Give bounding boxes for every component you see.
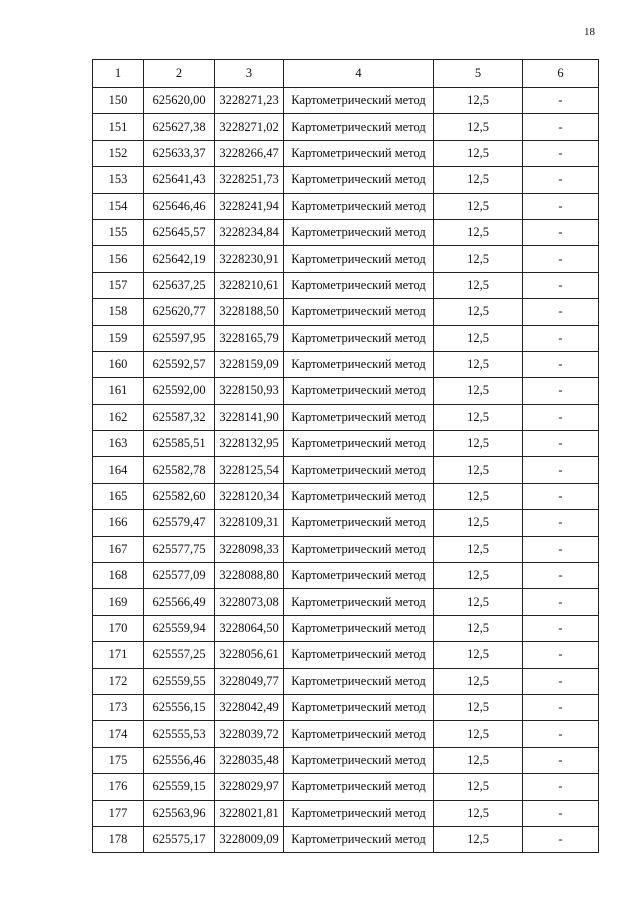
table-cell: 3228159,09 (215, 351, 284, 377)
table-cell: Картометрический метод (284, 193, 434, 219)
table-cell: 625620,00 (144, 88, 215, 114)
table-cell: Картометрический метод (284, 694, 434, 720)
table-cell: Картометрический метод (284, 246, 434, 272)
table-cell: 160 (93, 351, 144, 377)
table-cell: 3228271,23 (215, 88, 284, 114)
table-cell: 157 (93, 272, 144, 298)
table-row (93, 589, 599, 615)
table-cell: 12,5 (434, 88, 523, 114)
table-cell: 12,5 (434, 457, 523, 483)
table-cell: 175 (93, 747, 144, 773)
table-cell: - (523, 299, 599, 325)
table-cell: 3228035,48 (215, 747, 284, 773)
table-cell: 163 (93, 431, 144, 457)
table-cell: 625566,49 (144, 589, 215, 615)
table-cell: Картометрический метод (284, 668, 434, 694)
table-cell: 625645,57 (144, 219, 215, 245)
table-cell: - (523, 351, 599, 377)
table-cell: 172 (93, 668, 144, 694)
table-row (93, 404, 599, 430)
table-cell: 625620,77 (144, 299, 215, 325)
table-cell: 3228271,02 (215, 114, 284, 140)
table-cell: 169 (93, 589, 144, 615)
table-cell: 12,5 (434, 589, 523, 615)
column-header: 2 (144, 60, 215, 88)
table-cell: 3228049,77 (215, 668, 284, 694)
table-cell: 161 (93, 378, 144, 404)
table-cell: 625592,57 (144, 351, 215, 377)
table-cell: Картометрический метод (284, 378, 434, 404)
table-cell: 3228165,79 (215, 325, 284, 351)
table-cell: Картометрический метод (284, 721, 434, 747)
table-cell: 3228088,80 (215, 563, 284, 589)
table-cell: 12,5 (434, 483, 523, 509)
table-cell: - (523, 378, 599, 404)
table-cell: 174 (93, 721, 144, 747)
table-cell: 625585,51 (144, 431, 215, 457)
table-cell: Картометрический метод (284, 325, 434, 351)
table-cell: 12,5 (434, 140, 523, 166)
table-cell: 625633,37 (144, 140, 215, 166)
table-cell: 625555,53 (144, 721, 215, 747)
table-cell: - (523, 747, 599, 773)
table-cell: 171 (93, 642, 144, 668)
table-cell: 177 (93, 800, 144, 826)
table-cell: 151 (93, 114, 144, 140)
table-cell: - (523, 694, 599, 720)
table-cell: 625559,55 (144, 668, 215, 694)
table-cell: - (523, 510, 599, 536)
table-cell: 166 (93, 510, 144, 536)
table-cell: 12,5 (434, 404, 523, 430)
table-cell: 3228132,95 (215, 431, 284, 457)
table-cell: 625646,46 (144, 193, 215, 219)
table-cell: 625582,60 (144, 483, 215, 509)
table-cell: 168 (93, 563, 144, 589)
table-cell: 3228029,97 (215, 774, 284, 800)
table-cell: Картометрический метод (284, 114, 434, 140)
table-cell: Картометрический метод (284, 510, 434, 536)
table-cell: 3228230,91 (215, 246, 284, 272)
table-cell: 3228188,50 (215, 299, 284, 325)
table-row (93, 325, 599, 351)
column-header: 6 (523, 60, 599, 88)
table-cell: 3228241,94 (215, 193, 284, 219)
coordinates-table (92, 59, 599, 853)
table-row (93, 694, 599, 720)
table-row (93, 193, 599, 219)
table-cell: Картометрический метод (284, 536, 434, 562)
table-cell: 12,5 (434, 431, 523, 457)
table-row (93, 114, 599, 140)
table-cell: 12,5 (434, 193, 523, 219)
table-cell: 3228266,47 (215, 140, 284, 166)
table-cell: 162 (93, 404, 144, 430)
table-cell: - (523, 325, 599, 351)
table-row (93, 272, 599, 298)
table-cell: 12,5 (434, 826, 523, 852)
table-row (93, 642, 599, 668)
table-cell: 3228073,08 (215, 589, 284, 615)
table-cell: Картометрический метод (284, 272, 434, 298)
table-cell: 3228150,93 (215, 378, 284, 404)
table-body (93, 88, 599, 853)
table-row (93, 219, 599, 245)
table-cell: 3228042,49 (215, 694, 284, 720)
table-cell: Картометрический метод (284, 299, 434, 325)
table-cell: 625587,32 (144, 404, 215, 430)
table-cell: Картометрический метод (284, 88, 434, 114)
table-cell: 3228234,84 (215, 219, 284, 245)
table-cell: 152 (93, 140, 144, 166)
table-row (93, 800, 599, 826)
table-cell: 3228098,33 (215, 536, 284, 562)
table-cell: Картометрический метод (284, 351, 434, 377)
table-cell: 12,5 (434, 694, 523, 720)
table-cell: 3228141,90 (215, 404, 284, 430)
table-row (93, 615, 599, 641)
table-cell: 625627,38 (144, 114, 215, 140)
table-cell: 156 (93, 246, 144, 272)
table-cell: 12,5 (434, 615, 523, 641)
table-cell: 165 (93, 483, 144, 509)
table-row (93, 668, 599, 694)
table-cell: 12,5 (434, 774, 523, 800)
table-row (93, 510, 599, 536)
table-cell: 12,5 (434, 510, 523, 536)
table-cell: 12,5 (434, 246, 523, 272)
table-cell: 625579,47 (144, 510, 215, 536)
table-cell: 3228120,34 (215, 483, 284, 509)
column-header: 5 (434, 60, 523, 88)
column-header: 4 (284, 60, 434, 88)
table-cell: 12,5 (434, 219, 523, 245)
table-cell: - (523, 404, 599, 430)
table-cell: - (523, 114, 599, 140)
table-cell: 3228109,31 (215, 510, 284, 536)
table-row (93, 747, 599, 773)
table-cell: 625641,43 (144, 167, 215, 193)
table-cell: 12,5 (434, 721, 523, 747)
table-cell: 167 (93, 536, 144, 562)
table-row (93, 457, 599, 483)
table-cell: 3228125,54 (215, 457, 284, 483)
table-cell: 173 (93, 694, 144, 720)
table-cell: - (523, 721, 599, 747)
table-cell: - (523, 826, 599, 852)
table-cell: - (523, 140, 599, 166)
table-cell: Картометрический метод (284, 800, 434, 826)
table-cell: Картометрический метод (284, 774, 434, 800)
table-cell: 625637,25 (144, 272, 215, 298)
table-cell: 3228210,61 (215, 272, 284, 298)
table-cell: Картометрический метод (284, 167, 434, 193)
column-header: 3 (215, 60, 284, 88)
table-cell: 12,5 (434, 351, 523, 377)
table-cell: Картометрический метод (284, 457, 434, 483)
table-cell: 12,5 (434, 800, 523, 826)
table-cell: 3228056,61 (215, 642, 284, 668)
table-row (93, 88, 599, 114)
table-row (93, 378, 599, 404)
table-cell: - (523, 483, 599, 509)
table-cell: 154 (93, 193, 144, 219)
table-cell: 625642,19 (144, 246, 215, 272)
table-row (93, 140, 599, 166)
table-cell: Картометрический метод (284, 747, 434, 773)
table-row (93, 299, 599, 325)
table-cell: 178 (93, 826, 144, 852)
table-cell: 176 (93, 774, 144, 800)
table-row (93, 826, 599, 852)
table-cell: Картометрический метод (284, 563, 434, 589)
table-cell: - (523, 193, 599, 219)
table-cell: - (523, 668, 599, 694)
table-cell: 625557,25 (144, 642, 215, 668)
table-cell: 12,5 (434, 167, 523, 193)
table-row (93, 431, 599, 457)
table-cell: 150 (93, 88, 144, 114)
table-cell: 625597,95 (144, 325, 215, 351)
table-cell: Картометрический метод (284, 219, 434, 245)
table-cell: - (523, 800, 599, 826)
table-cell: 158 (93, 299, 144, 325)
table-cell: 12,5 (434, 563, 523, 589)
table-cell: Картометрический метод (284, 431, 434, 457)
table-cell: 3228039,72 (215, 721, 284, 747)
table-cell: 625559,94 (144, 615, 215, 641)
page-number: 18 (584, 26, 595, 38)
table-cell: 3228021,81 (215, 800, 284, 826)
table-cell: 3228064,50 (215, 615, 284, 641)
table-cell: 3228251,73 (215, 167, 284, 193)
table-cell: 12,5 (434, 747, 523, 773)
table-cell: - (523, 272, 599, 298)
table-cell: - (523, 219, 599, 245)
table-cell: Картометрический метод (284, 483, 434, 509)
table-cell: 625592,00 (144, 378, 215, 404)
table-cell: 12,5 (434, 272, 523, 298)
table-cell: - (523, 431, 599, 457)
table-row (93, 351, 599, 377)
table-cell: - (523, 88, 599, 114)
table-cell: 3228009,09 (215, 826, 284, 852)
table-cell: 12,5 (434, 642, 523, 668)
table-cell: Картометрический метод (284, 642, 434, 668)
table-cell: - (523, 589, 599, 615)
table-cell: 12,5 (434, 299, 523, 325)
table-row (93, 483, 599, 509)
table-cell: - (523, 642, 599, 668)
table-cell: - (523, 615, 599, 641)
table-row (93, 563, 599, 589)
table-cell: 625575,17 (144, 826, 215, 852)
table-cell: - (523, 246, 599, 272)
table-row (93, 167, 599, 193)
table-cell: - (523, 774, 599, 800)
table-row (93, 246, 599, 272)
table-cell: 625582,78 (144, 457, 215, 483)
table-cell: 155 (93, 219, 144, 245)
table-cell: Картометрический метод (284, 826, 434, 852)
table-cell: 170 (93, 615, 144, 641)
table-cell: 12,5 (434, 325, 523, 351)
table-cell: - (523, 536, 599, 562)
table-row (93, 721, 599, 747)
table-cell: Картометрический метод (284, 404, 434, 430)
table-cell: - (523, 167, 599, 193)
table-cell: 625563,96 (144, 800, 215, 826)
table-row (93, 774, 599, 800)
table-cell: 625559,15 (144, 774, 215, 800)
table-cell: 625556,46 (144, 747, 215, 773)
table-cell: 164 (93, 457, 144, 483)
table-cell: 12,5 (434, 668, 523, 694)
table-header-row (93, 60, 599, 88)
table-cell: 12,5 (434, 536, 523, 562)
table-cell: Картометрический метод (284, 140, 434, 166)
table-cell: 625577,75 (144, 536, 215, 562)
table-cell: 625556,15 (144, 694, 215, 720)
table-row (93, 536, 599, 562)
table-cell: 159 (93, 325, 144, 351)
table-cell: 625577,09 (144, 563, 215, 589)
table-cell: 153 (93, 167, 144, 193)
table-cell: 12,5 (434, 114, 523, 140)
table-cell: Картометрический метод (284, 615, 434, 641)
table-cell: - (523, 563, 599, 589)
table-cell: Картометрический метод (284, 589, 434, 615)
column-header: 1 (93, 60, 144, 88)
table-cell: 12,5 (434, 378, 523, 404)
table-cell: - (523, 457, 599, 483)
